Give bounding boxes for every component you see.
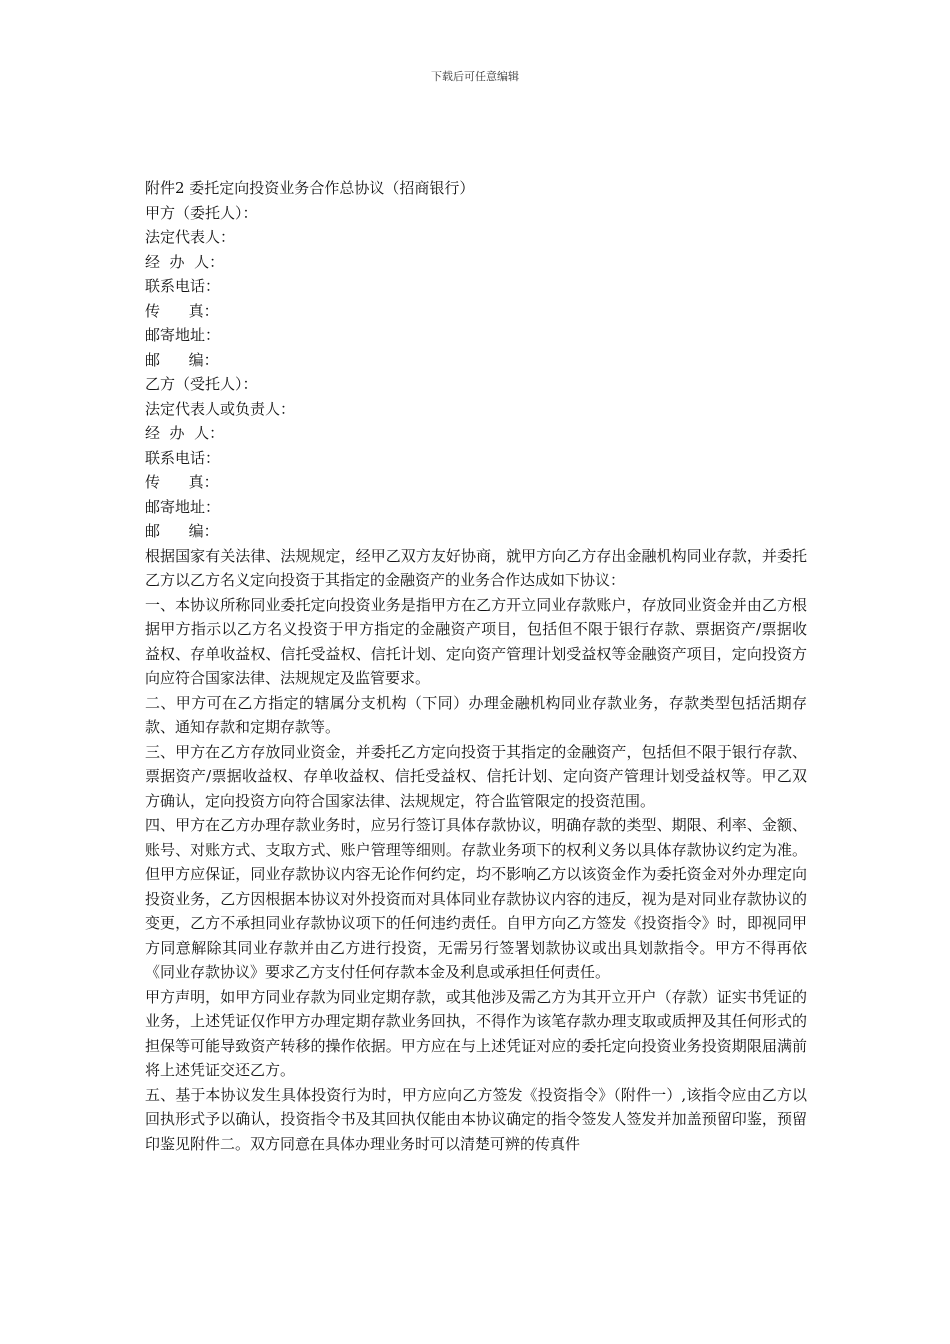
party-b-postcode: 邮 编： xyxy=(145,522,219,540)
header-note: 下载后可任意编辑 xyxy=(431,70,519,83)
party-a-fax: 传 真： xyxy=(145,301,219,320)
document-body xyxy=(145,176,807,1156)
party-a-address: 邮寄地址： xyxy=(145,326,221,344)
document-title: 附件2 委托定向投资业务合作总协议（招商银行） xyxy=(145,179,475,197)
party-a-handler: 经 办 人： xyxy=(145,252,225,271)
clause-2-paragraph: 二、甲方可在乙方指定的辖属分支机构（下同）办理金融机构同业存款业务，存款类型包括活期存款、通知存款和定期存款等。 xyxy=(145,693,807,736)
party-a-declaration-paragraph: 甲方声明，如甲方同业存款为同业定期存款，或其他涉及需乙方为其开立开户（存款）证实书凭证的业务，上述凭证仅作甲方办理定期存款业务回执，不得作为该笔存款办理支取或质押及其任何形式的担保等可能导致资产转移的操作依据。甲方应在与上述凭证对应的委托定向投资业务投资期限届满前将上述凭证交还乙方。 xyxy=(145,987,807,1079)
clause-4-paragraph: 四、甲方在乙方办理存款业务时，应另行签订具体存款协议，明确存款的类型、期限、利率、金额、账号、对账方式、支取方式、账户管理等细则。存款业务项下的权利义务以具体存款协议约定为准。但甲方应保证，同业存款协议内容无论作何约定，均不影响乙方以该资金作为委托资金对外办理定向投资业务，乙方因根据本协议对外投资而对具体同业存款协议内容的违反，视为是对同业存款协议的变更，乙方不承担同业存款协议项下的任何违约责任。自甲方向乙方签发《投资指令》时，即视同甲方同意解除其同业存款并由乙方进行投资，无需另行签署划款协议或出具划款指令。甲方不得再依《同业存款协议》要求乙方支付任何存款本金及利息或承担任何责任。 xyxy=(145,816,807,981)
party-a-legal-rep: 法定代表人： xyxy=(145,228,236,246)
party-a-heading: 甲方（委托人）： xyxy=(145,203,258,222)
party-a-postcode: 邮 编： xyxy=(145,350,219,369)
party-b-fax: 传 真： xyxy=(145,473,219,491)
party-b-phone: 联系电话： xyxy=(145,448,221,467)
party-b-address: 邮寄地址： xyxy=(145,497,221,516)
party-b-handler: 经 办 人： xyxy=(145,424,225,442)
clause-1-paragraph: 一、本协议所称同业委托定向投资业务是指甲方在乙方开立同业存款账户，存放同业资金并由乙方根据甲方指示以乙方名义投资于甲方指定的金融资产项目，包括但不限于银行存款、票据资产/票据收益权、存单收益权、信托受益权、信托计划、定向资产管理计划受益权等金融资产项目，定向投资方向应符合国家法律、法规规定及监管要求。 xyxy=(145,595,807,687)
party-a-phone: 联系电话： xyxy=(145,277,221,295)
party-b-heading: 乙方（受托人）： xyxy=(145,375,258,393)
party-b-legal-rep: 法定代表人或负责人： xyxy=(145,399,296,418)
preamble-paragraph: 根据国家有关法律、法规规定，经甲乙双方友好协商，就甲方向乙方存出金融机构同业存款，并委托乙方以乙方名义定向投资于其指定的金融资产的业务合作达成如下协议： xyxy=(145,546,807,589)
clause-3-paragraph: 三、甲方在乙方存放同业资金，并委托乙方定向投资于其指定的金融资产，包括但不限于银行存款、票据资产/票据收益权、存单收益权、信托受益权、信托计划、定向资产管理计划受益权等。甲乙双方确认，定向投资方向符合国家法律、法规规定，符合监管限定的投资范围。 xyxy=(145,742,807,810)
clause-5-paragraph: 五、基于本协议发生具体投资行为时，甲方应向乙方签发《投资指令》（附件一）,该指令应由乙方以回执形式予以确认，投资指令书及其回执仅能由本协议确定的指令签发人签发并加盖预留印鉴，预留印鉴见附件二。双方同意在具体办理业务时可以清楚可辨的传真件 xyxy=(145,1085,807,1153)
